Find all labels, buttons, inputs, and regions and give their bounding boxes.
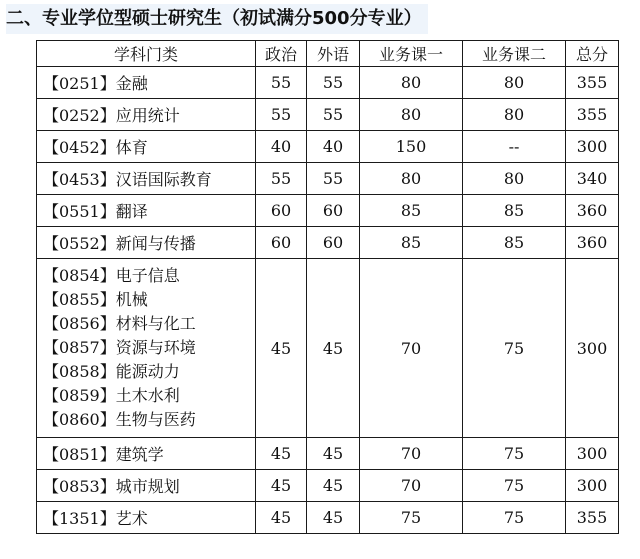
group-major-item: 【0855】机械 bbox=[43, 290, 148, 309]
course2-score: -- bbox=[463, 131, 566, 163]
group-major-item: 【0854】电子信息 bbox=[43, 266, 180, 285]
major-category: 【0452】体育 bbox=[37, 131, 256, 163]
total-score: 360 bbox=[566, 195, 619, 227]
language-score: 55 bbox=[307, 99, 360, 131]
course2-score: 75 bbox=[463, 259, 566, 438]
table-row bbox=[37, 227, 619, 259]
major-category: 【0853】城市规划 bbox=[37, 470, 256, 502]
course2-score: 75 bbox=[463, 438, 566, 470]
header-course2: 业务课二 bbox=[463, 41, 566, 67]
total-score: 300 bbox=[566, 470, 619, 502]
header-language: 外语 bbox=[307, 41, 360, 67]
politics-score: 45 bbox=[256, 259, 307, 438]
course2-score: 80 bbox=[463, 163, 566, 195]
group-major-item: 【0860】生物与医药 bbox=[43, 410, 196, 429]
group-major-item: 【0857】资源与环境 bbox=[43, 338, 196, 357]
politics-score: 55 bbox=[256, 99, 307, 131]
course1-score: 85 bbox=[360, 195, 463, 227]
course2-score: 75 bbox=[463, 502, 566, 534]
course2-score: 80 bbox=[463, 99, 566, 131]
politics-score: 45 bbox=[256, 470, 307, 502]
table-row bbox=[37, 195, 619, 227]
politics-score: 45 bbox=[256, 438, 307, 470]
total-score: 340 bbox=[566, 163, 619, 195]
total-score: 355 bbox=[566, 67, 619, 99]
course1-score: 80 bbox=[360, 163, 463, 195]
language-score: 60 bbox=[307, 227, 360, 259]
header-politics: 政治 bbox=[256, 41, 307, 67]
major-category: 【0453】汉语国际教育 bbox=[37, 163, 256, 195]
total-score: 360 bbox=[566, 227, 619, 259]
language-score: 45 bbox=[307, 470, 360, 502]
course1-score: 85 bbox=[360, 227, 463, 259]
politics-score: 45 bbox=[256, 502, 307, 534]
language-score: 40 bbox=[307, 131, 360, 163]
table-row bbox=[37, 438, 619, 470]
major-category: 【0252】应用统计 bbox=[37, 99, 256, 131]
major-category-group bbox=[37, 259, 256, 438]
course1-score: 80 bbox=[360, 67, 463, 99]
major-category: 【0851】建筑学 bbox=[37, 438, 256, 470]
total-score: 355 bbox=[566, 502, 619, 534]
header-course1: 业务课一 bbox=[360, 41, 463, 67]
group-major-item: 【0858】能源动力 bbox=[43, 362, 180, 381]
course1-score: 70 bbox=[360, 438, 463, 470]
language-score: 45 bbox=[307, 502, 360, 534]
header-total: 总分 bbox=[566, 41, 619, 67]
politics-score: 55 bbox=[256, 67, 307, 99]
table-row bbox=[37, 163, 619, 195]
language-score: 60 bbox=[307, 195, 360, 227]
major-category: 【0251】金融 bbox=[37, 67, 256, 99]
politics-score: 55 bbox=[256, 163, 307, 195]
table-row-group bbox=[37, 259, 619, 438]
course1-score: 75 bbox=[360, 502, 463, 534]
table-row bbox=[37, 99, 619, 131]
course1-score: 80 bbox=[360, 99, 463, 131]
language-score: 45 bbox=[307, 259, 360, 438]
course1-score: 70 bbox=[360, 470, 463, 502]
major-category: 【0552】新闻与传播 bbox=[37, 227, 256, 259]
page-title: 二、专业学位型硕士研究生（初试满分500分专业） bbox=[6, 4, 428, 34]
course2-score: 75 bbox=[463, 470, 566, 502]
politics-score: 60 bbox=[256, 227, 307, 259]
language-score: 55 bbox=[307, 67, 360, 99]
total-score: 300 bbox=[566, 259, 619, 438]
politics-score: 40 bbox=[256, 131, 307, 163]
politics-score: 60 bbox=[256, 195, 307, 227]
total-score: 300 bbox=[566, 131, 619, 163]
course2-score: 85 bbox=[463, 195, 566, 227]
course1-score: 150 bbox=[360, 131, 463, 163]
table-row bbox=[37, 131, 619, 163]
major-category: 【0551】翻译 bbox=[37, 195, 256, 227]
major-category: 【1351】艺术 bbox=[37, 502, 256, 534]
language-score: 45 bbox=[307, 438, 360, 470]
course2-score: 85 bbox=[463, 227, 566, 259]
group-major-item: 【0856】材料与化工 bbox=[43, 314, 196, 333]
score-table bbox=[36, 40, 619, 534]
total-score: 300 bbox=[566, 438, 619, 470]
table-row bbox=[37, 502, 619, 534]
group-major-item: 【0859】土木水利 bbox=[43, 386, 180, 405]
header-row bbox=[37, 41, 619, 67]
table-row bbox=[37, 67, 619, 99]
language-score: 55 bbox=[307, 163, 360, 195]
course1-score: 70 bbox=[360, 259, 463, 438]
header-category: 学科门类 bbox=[37, 41, 256, 67]
table-row bbox=[37, 470, 619, 502]
total-score: 355 bbox=[566, 99, 619, 131]
course2-score: 80 bbox=[463, 67, 566, 99]
